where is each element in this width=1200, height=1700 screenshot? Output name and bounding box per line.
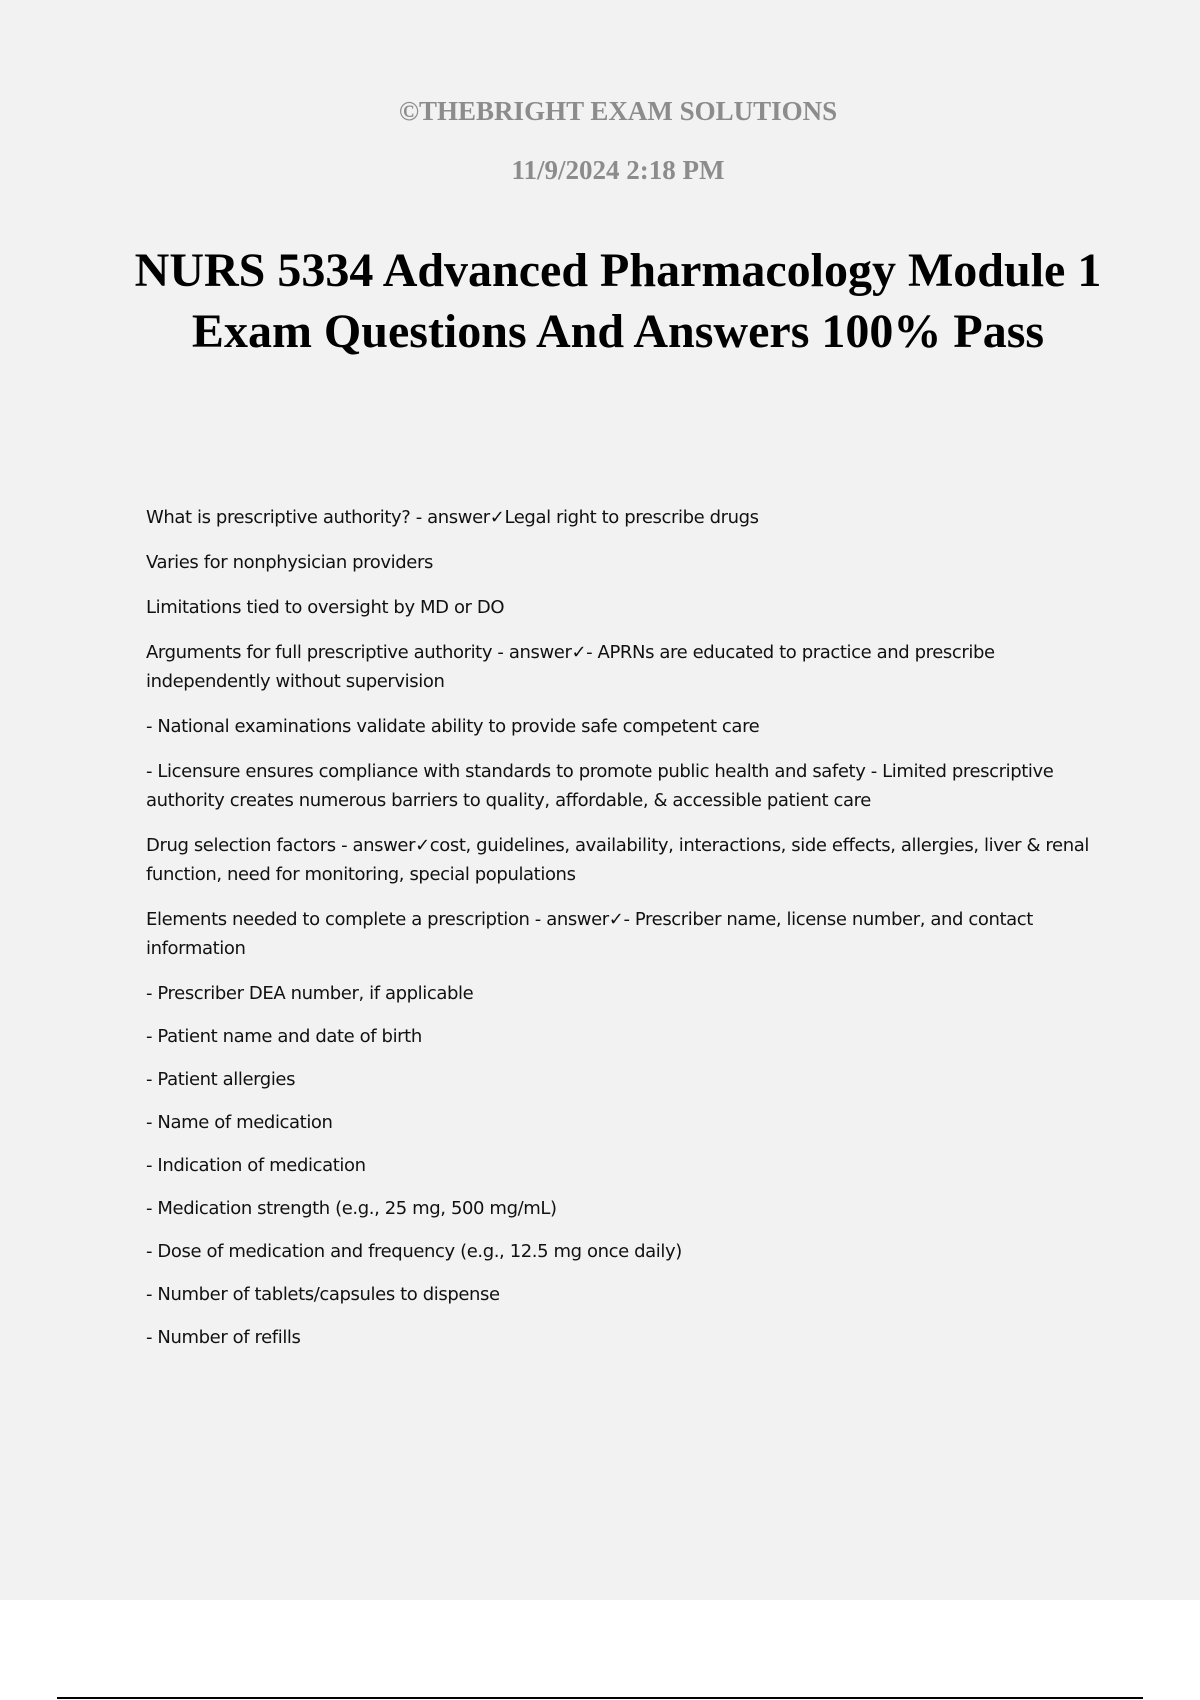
document-title: NURS 5334 Advanced Pharmacology Module 1 Exam Questions And Answers 100% Pass (134, 244, 1102, 358)
footer-divider (57, 1697, 1143, 1699)
header-brand: ©THEBRIGHT EXAM SOLUTIONS (398, 96, 838, 126)
body-paragraph: - Licensure ensures compliance with standards to promote public health and safety - Limited prescriptive authority creates numerous barriers to quality, affordable, & accessible patient care (146, 761, 1054, 811)
header-date: 11/9/2024 2:18 PM (511, 155, 725, 185)
document-body (146, 503, 1096, 1366)
list-item: - Patient name and date of birth (146, 1026, 422, 1047)
list-item: - Indication of medication (146, 1155, 366, 1176)
body-paragraph: Varies for nonphysician providers (146, 552, 433, 573)
body-paragraph: Drug selection factors - answer✓cost, guidelines, availability, interactions, side effects, allergies, liver & renal function, need for monitoring, special populations (146, 835, 1089, 885)
body-paragraph: What is prescriptive authority? - answer✓Legal right to prescribe drugs (146, 507, 759, 528)
body-paragraph: - National examinations validate ability to provide safe competent care (146, 716, 760, 737)
list-item: - Name of medication (146, 1112, 333, 1133)
list-item: - Patient allergies (146, 1069, 296, 1090)
list-item: - Medication strength (e.g., 25 mg, 500 mg/mL) (146, 1198, 557, 1219)
list-item: - Number of refills (146, 1327, 301, 1348)
body-paragraph: Limitations tied to oversight by MD or DO (146, 597, 505, 618)
list-item: - Prescriber DEA number, if applicable (146, 983, 474, 1004)
body-paragraph: Arguments for full prescriptive authority - answer✓- APRNs are educated to practice and prescribe independently without supervision (146, 642, 995, 692)
list-item: - Dose of medication and frequency (e.g., 12.5 mg once daily) (146, 1241, 682, 1262)
body-paragraph: Elements needed to complete a prescription - answer✓- Prescriber name, license number, and contact information (146, 909, 1033, 959)
list-item: - Number of tablets/capsules to dispense (146, 1284, 500, 1305)
